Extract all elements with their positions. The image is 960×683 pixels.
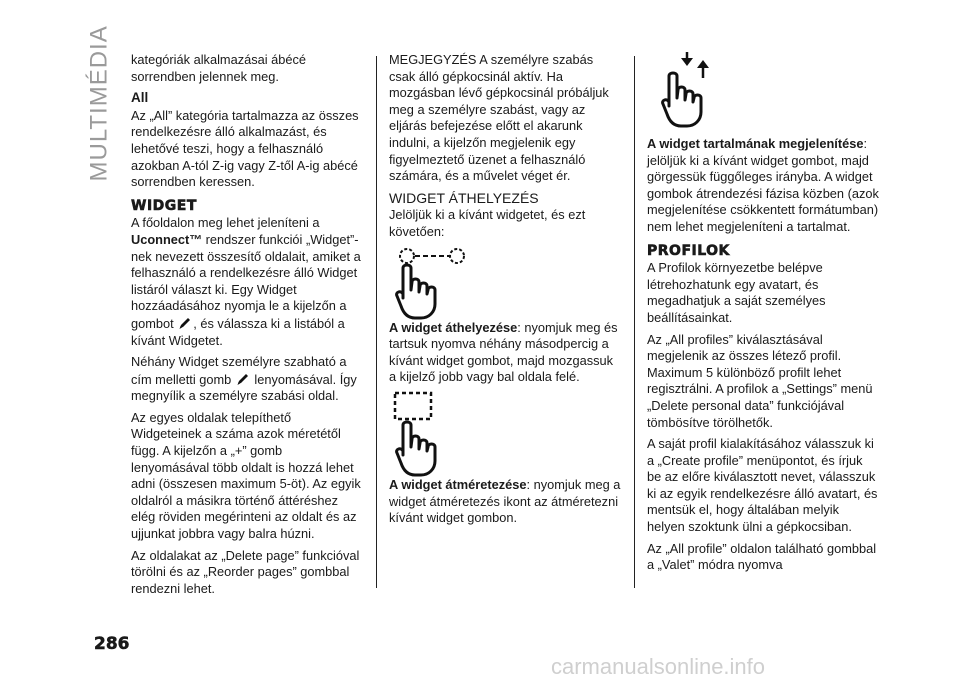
uconnect-brand: Uconnect™ — [131, 231, 203, 247]
hand-drag-icon — [393, 246, 473, 320]
column-1 — [131, 52, 363, 602]
move-intro: Jelöljük ki a kívánt widgetet, és ezt követően: — [389, 207, 586, 239]
paragraph-widget-3: Az egyes oldalak telepíthető Widgeteinek a száma azok méretétől függ. A kijelzőn a „+” gomb lenyomásával több oldalt is hozzá lehet adni (összesen maximum 5-öt). Az egyik oldalról a másikra történő áttéréshez elég röviden megérinteni az oldalt és az ujjunkat jobbra vagy balra húzni. — [131, 409, 361, 542]
paragraph-widget-1: A főoldalon meg lehet jeleníteni a Uconnect™ rendszer funkciói „Widget”-nek nevezett összesítő oldalait, amiket a felhasználó a rendelkezésre álló Widget listáról választ ki. Egy Widget hozzáadásához nyomja le a kijelzőn a gombot , és válassza ki a listából a kívánt Widgetet. — [131, 215, 361, 348]
watermark: carmanualsonline.info — [551, 654, 766, 679]
paragraph-intro: kategóriák alkalmazásai ábécé sorrendben jelennek meg. — [131, 52, 306, 84]
page-number: 286 — [94, 634, 130, 654]
content-paragraph: A widget tartalmának megjelenítése: jelöljük ki a kívánt widget gombot, majd görgessük függőleges irányba. A widget gombok átrendezési fázisa közben (azok megjelenítése csökkentett formátumban) nem lehet megjeleníteni a tartalmat. — [647, 136, 879, 234]
profiles-paragraph-3: A saját profil kialakításához válasszuk ki a „Create profile” menüpontot, és írjuk be az előre kiválasztott nevet, válasszuk ki az egyik rendelkezésre álló avatart, és mentsük el, hogy általában melyik helyen szoktunk ülni a gépkocsiban. — [647, 436, 878, 535]
section-tab — [84, 25, 114, 183]
resize-paragraph: A widget átméretezése: nyomjuk meg a widget átméretezés ikont az átméretezni kívánt widget gombon. — [389, 476, 621, 526]
column-divider-1 — [376, 56, 377, 588]
widget-heading: WIDGET — [131, 197, 197, 214]
profiles-paragraph-1: A Profilok környezetbe belépve létrehozhatunk egy avatart, és megadhatjuk a saját személyes beállításainkat. — [647, 260, 826, 325]
paragraph-widget-2: Néhány Widget személyre szabható a cím melletti gomb lenyomásával. Így megnyílik a személyre szabási oldal. — [131, 354, 357, 404]
pencil-icon — [235, 371, 251, 387]
profiles-paragraph-4: Az „All profile” oldalon található gombbal a „Valet” módra nyomva — [647, 540, 877, 573]
pencil-icon — [177, 315, 193, 331]
note-paragraph: MEGJEGYZÉS A személyre szabás csak álló gépkocsinál aktív. Ha mozgásban lévő gépkocsinál próbáljuk meg a személyre szabást, vagy az eljárás befejezése előtt el akarunk indulni, a kijelzőn megjelenik egy figyelmeztető üzenet a felhasználó számára, és a művelet véget ér. — [389, 52, 609, 184]
all-heading: All — [131, 90, 149, 106]
column-2 — [389, 52, 621, 532]
widget-move-heading: WIDGET ÁTHELYEZÉS — [389, 189, 539, 206]
hand-scroll-icon — [657, 50, 713, 136]
profiles-heading: PROFILOK — [647, 242, 730, 259]
profiles-paragraph-2: Az „All profiles” kiválasztásával megjelenik az összes létező profil. Maximum 5 különböző profilt lehet regisztrálni. A profilok a „Settings” menü „Delete personal data” funkciójával tömbösítve törölhetők. — [647, 331, 873, 430]
section-tab-label: MULTIMÉDIA — [85, 25, 113, 182]
move-paragraph: A widget áthelyezése: nyomjuk meg és tartsuk nyomva néhány másodpercig a kívánt widget gombot, majd mozgassuk a kijelző jobb vagy bal oldala felé. — [389, 319, 618, 385]
paragraph-all: Az „All” kategória tartalmazza az összes rendelkezésre álló alkalmazást, és lehetővé teszi, hogy a felhasználó azokban A-tól Z-ig vagy Z-től A-ig abécé sorrendben keressen. — [131, 107, 359, 190]
hand-resize-icon — [393, 391, 453, 477]
column-3 — [647, 52, 879, 579]
paragraph-widget-4: Az oldalakat az „Delete page” funkcióval törölni és az „Reorder pages” gombbal rendezni lehet. — [131, 547, 360, 596]
column-divider-2 — [634, 56, 635, 588]
